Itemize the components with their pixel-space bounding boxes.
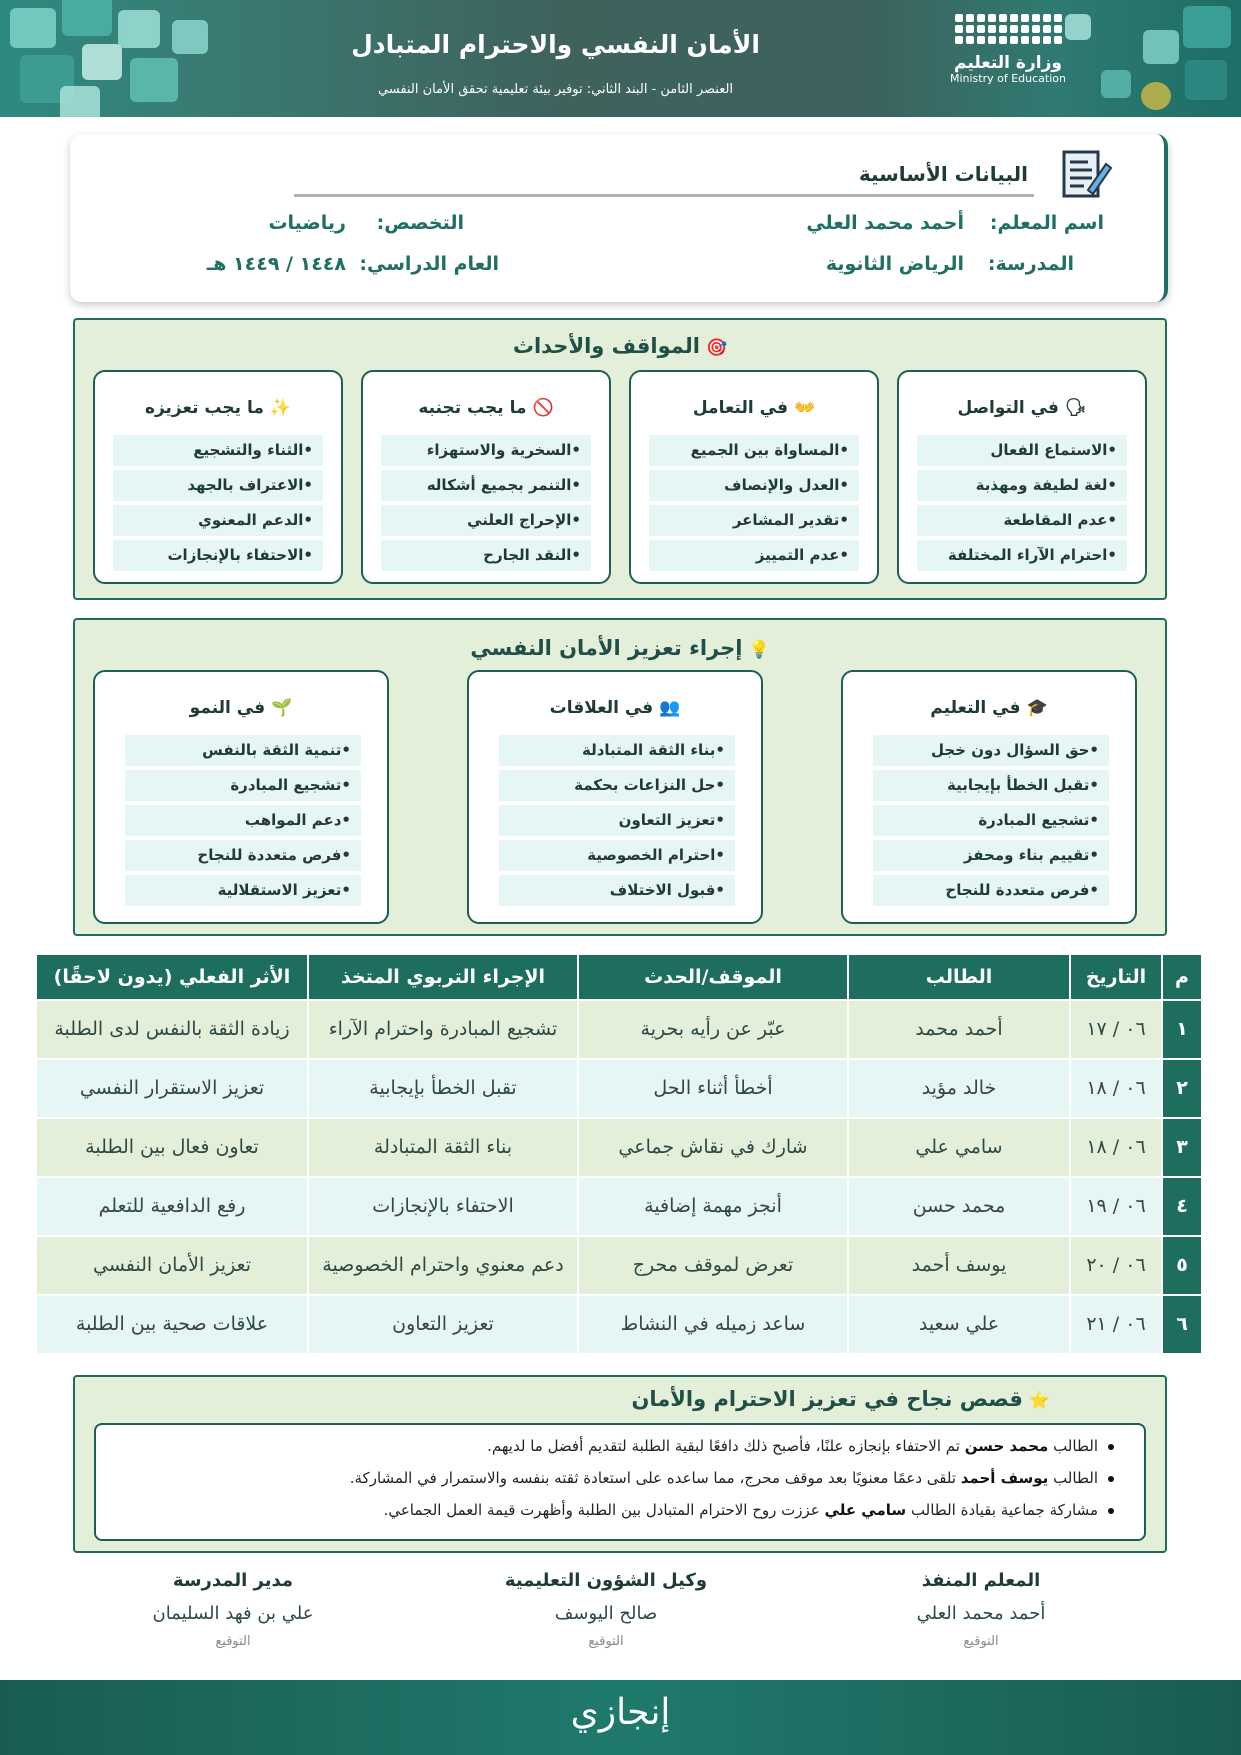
cell-date: ٠٦ / ١٧: [1070, 1000, 1162, 1059]
list-item: •النقد الجارح: [381, 540, 591, 571]
cell-effect: رفع الدافعية للتعلم: [36, 1177, 308, 1236]
list-item: •الدعم المعنوي: [113, 505, 323, 536]
cell-action: تعزيز التعاون: [308, 1295, 578, 1354]
cell-student: يوسف أحمد: [848, 1236, 1070, 1295]
list-item: •التنمر بجميع أشكاله: [381, 470, 591, 501]
seedling-icon: 🌱: [271, 698, 293, 718]
list-item: •الاستماع الفعال: [917, 435, 1127, 466]
box-avoid: 🚫ما يجب تجنبه •السخرية والاستهزاء •التنمر بجميع أشكاله •الإحراج العلني •النقد الجارح: [361, 370, 611, 584]
divider: [294, 194, 1034, 197]
cell-index: ١: [1162, 1000, 1202, 1059]
cell-effect: تعزيز الاستقرار النفسي: [36, 1059, 308, 1118]
list-item: •لغة لطيفة ومهذبة: [917, 470, 1127, 501]
page-title: الأمان النفسي والاحترام المتبادل: [351, 30, 760, 59]
situations-panel: [73, 318, 1167, 600]
list-item: •دعم المواهب: [125, 805, 361, 836]
year-value: ١٤٤٨ / ١٤٤٩ هـ: [206, 253, 346, 275]
success-stories-panel: [73, 1375, 1167, 1553]
story-item: الطالب يوسف أحمد تلقى دعمًا معنويًا بعد موقف محرج، مما ساعده على استعادة ثقته بنفسه والاستمرار في المشاركة.: [350, 1469, 1114, 1487]
page-header: [0, 0, 1241, 117]
list-item: •بناء الثقة المتبادلة: [499, 735, 735, 766]
list-item: •تنمية الثقة بالنفس: [125, 735, 361, 766]
list-item: •احترام الآراء المختلفة: [917, 540, 1127, 571]
school-label: المدرسة:: [987, 253, 1074, 275]
cell-situation: شارك في نقاش جماعي: [578, 1118, 848, 1177]
cell-date: ٠٦ / ٢٠: [1070, 1236, 1162, 1295]
signature-principal: مدير المدرسة علي بن فهد السليمان التوقيع: [152, 1570, 314, 1649]
table-row: [36, 1059, 1202, 1118]
success-stories-list: [94, 1423, 1146, 1541]
box-reinforce: ✨ما يجب تعزيزه •الثناء والتشجيع •الاعتراف بالجهد •الدعم المعنوي •الاحتفاء بالإنجازات: [93, 370, 343, 584]
procedures-panel: [73, 618, 1167, 936]
cell-date: ٠٦ / ٢١: [1070, 1295, 1162, 1354]
list-item: •حل النزاعات بحكمة: [499, 770, 735, 801]
cell-situation: ساعد زميله في النشاط: [578, 1295, 848, 1354]
sparkles-icon: ✨: [269, 398, 292, 418]
table-row: [36, 1295, 1202, 1354]
teacher-label: اسم المعلم:: [989, 212, 1104, 234]
bullet-icon: [1108, 1476, 1114, 1482]
list-item: •المساواة بين الجميع: [649, 435, 859, 466]
box-growth: 🌱في النمو •تنمية الثقة بالنفس •تشجيع المبادرة •دعم المواهب •فرص متعددة للنجاح •تعزيز الاستقلالية: [93, 670, 389, 924]
cell-effect: تعاون فعال بين الطلبة: [36, 1118, 308, 1177]
cell-action: بناء الثقة المتبادلة: [308, 1118, 578, 1177]
list-item: •تقبل الخطأ بإيجابية: [873, 770, 1109, 801]
cell-index: ٦: [1162, 1295, 1202, 1354]
list-item: •فرص متعددة للنجاح: [125, 840, 361, 871]
table-header-row: [36, 954, 1202, 1000]
cell-effect: زيادة الثقة بالنفس لدى الطلبة: [36, 1000, 308, 1059]
signature-teacher: المعلم المنفذ أحمد محمد العلي التوقيع: [916, 1570, 1046, 1649]
cell-action: دعم معنوي واحترام الخصوصية: [308, 1236, 578, 1295]
box-relationships: 👥في العلاقات •بناء الثقة المتبادلة •حل النزاعات بحكمة •تعزيز التعاون •احترام الخصوصية •قبول الاختلاف: [467, 670, 763, 924]
col-header-student: الطالب: [848, 954, 1070, 1000]
table-row: [36, 1177, 1202, 1236]
box-dealing: 👐في التعامل •المساواة بين الجميع •العدل والإنصاف •تقدير المشاعر •عدم التمييز: [629, 370, 879, 584]
graduation-cap-icon: 🎓: [1026, 698, 1048, 718]
success-stories-title: ⭐قصص نجاح في تعزيز الاحترام والأمان: [631, 1387, 1050, 1411]
col-header-date: التاريخ: [1070, 954, 1162, 1000]
list-item: •احترام الخصوصية: [499, 840, 735, 871]
cell-action: تشجيع المبادرة واحترام الآراء: [308, 1000, 578, 1059]
star-icon: ⭐: [1028, 1391, 1050, 1411]
table-row: [36, 1118, 1202, 1177]
list-item: •قبول الاختلاف: [499, 875, 735, 906]
col-header-situation: الموقف/الحدث: [578, 954, 848, 1000]
list-item: •تقييم بناء ومحفز: [873, 840, 1109, 871]
list-item: •عدم التمييز: [649, 540, 859, 571]
specialty-label: التخصص:: [376, 212, 464, 234]
light-bulb-icon: 💡: [748, 640, 770, 660]
list-item: •تعزيز الاستقلالية: [125, 875, 361, 906]
basic-info-title: البيانات الأساسية: [858, 162, 1028, 186]
page-footer: [0, 1680, 1241, 1755]
list-item: •تعزيز التعاون: [499, 805, 735, 836]
story-item: مشاركة جماعية بقيادة الطالب سامي علي عززت روح الاحترام المتبادل بين الطلبة وأظهرت قيمة العمل الجماعي.: [384, 1501, 1114, 1519]
cell-action: تقبل الخطأ بإيجابية: [308, 1059, 578, 1118]
people-icon: 👥: [659, 698, 681, 718]
cell-situation: أخطأ أثناء الحل: [578, 1059, 848, 1118]
footer-logo: إنجازي: [570, 1692, 671, 1733]
target-icon: 🎯: [705, 338, 728, 358]
school-value: الرياض الثانوية: [825, 253, 964, 275]
document-edit-icon: [1058, 148, 1112, 202]
list-item: •السخرية والاستهزاء: [381, 435, 591, 466]
cell-situation: أنجز مهمة إضافية: [578, 1177, 848, 1236]
list-item: •عدم المقاطعة: [917, 505, 1127, 536]
list-item: •الاعتراف بالجهد: [113, 470, 323, 501]
table-row: [36, 1236, 1202, 1295]
records-table: [35, 953, 1203, 1355]
list-item: •الاحتفاء بالإنجازات: [113, 540, 323, 571]
list-item: •فرص متعددة للنجاح: [873, 875, 1109, 906]
cell-index: ٥: [1162, 1236, 1202, 1295]
cell-date: ٠٦ / ١٨: [1070, 1118, 1162, 1177]
box-teaching: 🎓في التعليم •حق السؤال دون خجل •تقبل الخطأ بإيجابية •تشجيع المبادرة •تقييم بناء ومحفز •فرص متعددة للنجاح: [841, 670, 1137, 924]
story-item: الطالب محمد حسن تم الاحتفاء بإنجازه علنًا، فأصبح ذلك دافعًا لبقية الطلبة لتقديم أفضل ما لديهم.: [487, 1437, 1114, 1455]
basic-info-card: [70, 134, 1168, 302]
list-item: •الإحراج العلني: [381, 505, 591, 536]
open-hands-icon: 👐: [793, 398, 816, 418]
table-row: [36, 1000, 1202, 1059]
list-item: •حق السؤال دون خجل: [873, 735, 1109, 766]
col-header-effect: الأثر الفعلي (يدون لاحقًا): [36, 954, 308, 1000]
bullet-icon: [1108, 1508, 1114, 1514]
procedures-title: 💡إجراء تعزيز الأمان النفسي: [470, 636, 770, 660]
cell-student: علي سعيد: [848, 1295, 1070, 1354]
cell-effect: علاقات صحية بين الطلبة: [36, 1295, 308, 1354]
bullet-icon: [1108, 1444, 1114, 1450]
col-header-action: الإجراء التربوي المتخذ: [308, 954, 578, 1000]
page-subtitle: العنصر الثامن - البند الثاني: توفير بيئة تعليمية تحقق الأمان النفسي: [377, 82, 734, 97]
cell-student: خالد مؤيد: [848, 1059, 1070, 1118]
list-item: •تقدير المشاعر: [649, 505, 859, 536]
year-label: العام الدراسي:: [359, 253, 499, 275]
teacher-value: أحمد محمد العلي: [806, 212, 964, 234]
cell-student: محمد حسن: [848, 1177, 1070, 1236]
cell-effect: تعزيز الأمان النفسي: [36, 1236, 308, 1295]
speaking-head-icon: 🗣: [1064, 398, 1087, 418]
list-item: •تشجيع المبادرة: [125, 770, 361, 801]
ministry-name-en: Ministry of Education: [949, 72, 1066, 85]
signature-deputy: وكيل الشؤون التعليمية صالح اليوسف التوقيع: [504, 1570, 708, 1649]
list-item: •الثناء والتشجيع: [113, 435, 323, 466]
situations-title: 🎯المواقف والأحداث: [512, 334, 728, 358]
cell-date: ٠٦ / ١٨: [1070, 1059, 1162, 1118]
list-item: •تشجيع المبادرة: [873, 805, 1109, 836]
cell-index: ٤: [1162, 1177, 1202, 1236]
col-header-index: م: [1162, 954, 1202, 1000]
ministry-name-ar: وزارة التعليم: [954, 53, 1062, 73]
specialty-value: رياضيات: [268, 212, 346, 234]
cell-date: ٠٦ / ١٩: [1070, 1177, 1162, 1236]
cell-student: أحمد محمد: [848, 1000, 1070, 1059]
list-item: •العدل والإنصاف: [649, 470, 859, 501]
cell-situation: عبّر عن رأيه بحرية: [578, 1000, 848, 1059]
cell-index: ٢: [1162, 1059, 1202, 1118]
cell-student: سامي علي: [848, 1118, 1070, 1177]
prohibited-icon: 🚫: [532, 398, 554, 418]
cell-action: الاحتفاء بالإنجازات: [308, 1177, 578, 1236]
cell-situation: تعرض لموقف محرج: [578, 1236, 848, 1295]
cell-index: ٣: [1162, 1118, 1202, 1177]
box-communication: 🗣في التواصل •الاستماع الفعال •لغة لطيفة ومهذبة •عدم المقاطعة •احترام الآراء المختلفة: [897, 370, 1147, 584]
